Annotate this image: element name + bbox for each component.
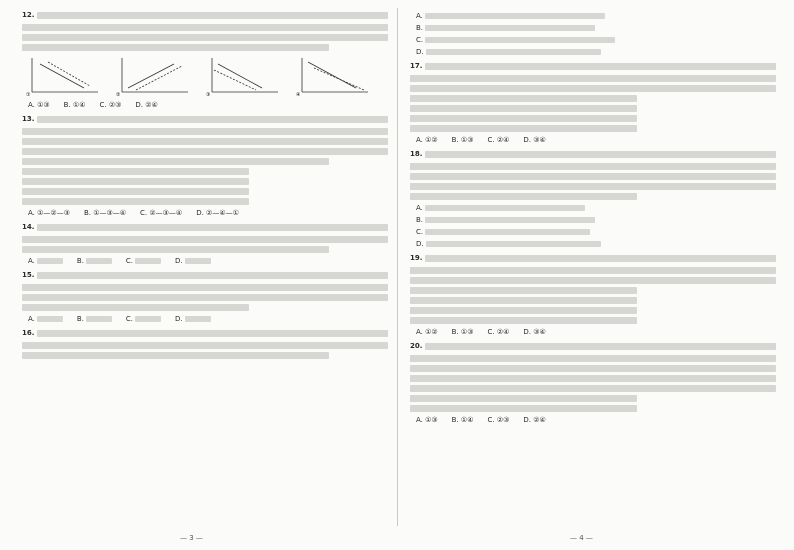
column-divider [397,8,398,526]
option-a: A. [416,11,776,21]
option-d: D. [416,239,776,249]
options-row [28,314,388,324]
graph-label: ④ [296,92,301,98]
question-18 [410,149,776,249]
graph-4 [294,54,372,98]
question-20 [410,341,776,425]
option-d: D. ③④ [523,136,546,144]
question-15 [22,270,388,324]
graph-2 [114,54,192,98]
option-b: B. [416,215,776,225]
option-a: A. ①③ [416,416,438,424]
option-b: B. ①—③—④ [83,209,127,217]
option-a: A. ①③ [28,101,50,109]
option-b: B. ①③ [451,136,474,144]
option-b: B. ①④ [451,416,474,424]
question-14 [22,222,388,266]
option-b: B. [416,23,776,33]
options-row [416,415,776,425]
options-list [416,11,776,57]
question-number: 13. [22,115,35,123]
question-16-options [410,11,776,57]
option-c: C. ②③ [99,101,122,109]
left-column [22,10,388,520]
option-c: C. [416,227,776,237]
option-d: D. ②④ [135,101,158,109]
right-column [410,10,776,520]
question-17 [410,61,776,145]
option-b: B. [77,314,112,324]
graph-1 [24,54,102,98]
page-footer-right: — 4 — [570,534,593,542]
option-c: C. [126,256,161,266]
question-number: 18. [410,150,423,158]
options-row [416,327,776,337]
option-c: C. ②—③—④ [140,209,183,217]
question-19 [410,253,776,337]
question-number: 15. [22,271,35,279]
options-row [28,256,388,266]
option-b: B. ①③ [451,328,474,336]
option-d: D. [416,47,776,57]
options-row [416,135,776,145]
question-number: 12. [22,11,35,19]
question-16 [22,328,388,359]
question-number: 19. [410,254,423,262]
option-d: D. ②—④—① [196,209,239,217]
option-c: C. ②③ [487,416,510,424]
option-d: D. ③④ [523,328,546,336]
options-list [416,203,776,249]
supply-demand-graphs [24,54,388,98]
option-a: A. [416,203,776,213]
option-c: C. ②④ [487,328,510,336]
option-a: A. [28,314,63,324]
graph-3 [204,54,282,98]
option-a: A. ①② [416,136,438,144]
option-b: B. [77,256,112,266]
option-d: D. ②④ [523,416,546,424]
question-number: 20. [410,342,423,350]
option-d: D. [175,256,211,266]
graph-label: ① [26,92,31,98]
question-number: 16. [22,329,35,337]
question-12 [22,10,388,110]
question-13 [22,114,388,218]
question-number: 17. [410,62,423,70]
option-c: C. ②④ [487,136,510,144]
question-number: 14. [22,223,35,231]
option-a: A. ①② [416,328,438,336]
option-a: A. [28,256,63,266]
option-b: B. ①④ [63,101,86,109]
page-footer-left: — 3 — [180,534,203,542]
option-d: D. [175,314,211,324]
graph-label: ③ [206,92,211,98]
option-a: A. ①—②—③ [28,209,70,217]
option-c: C. [416,35,776,45]
graph-label: ② [116,92,121,98]
options-row [28,100,388,110]
option-c: C. [126,314,161,324]
options-row [28,208,388,218]
